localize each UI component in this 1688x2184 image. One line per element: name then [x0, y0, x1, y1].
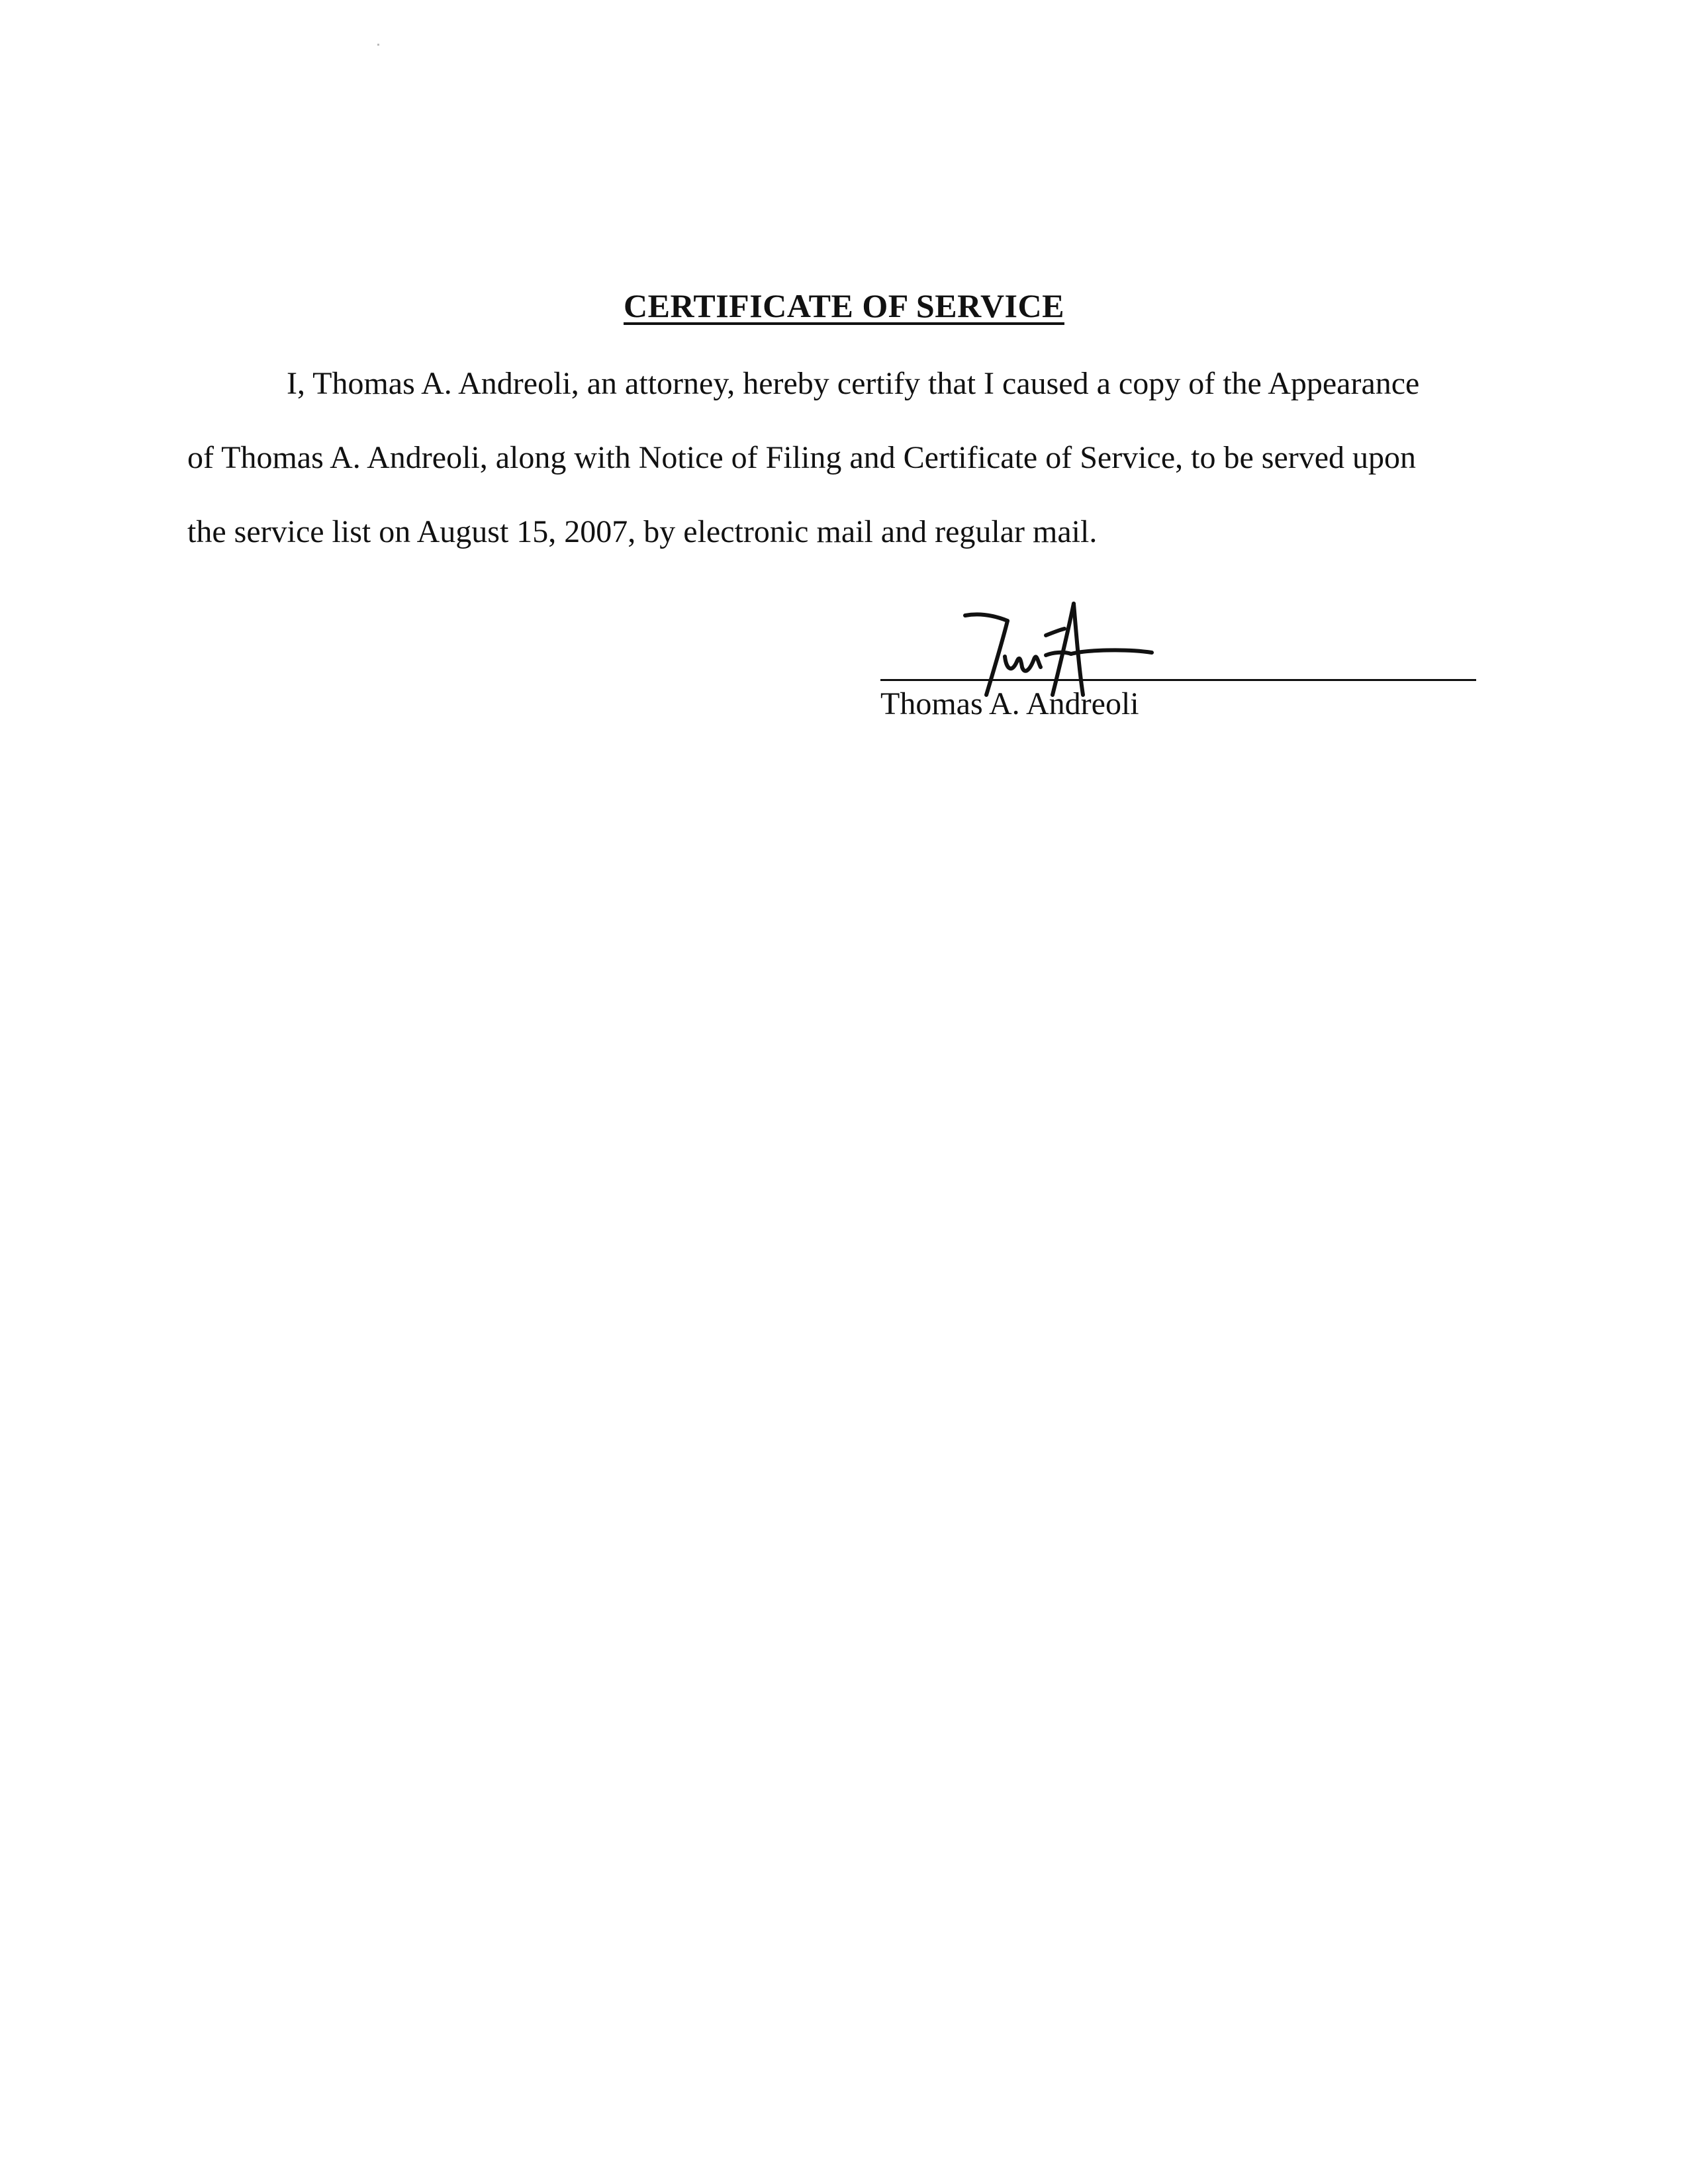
handwritten-signature	[953, 596, 1231, 715]
body-line-2: of Thomas A. Andreoli, along with Notice of Filing and Certificate of Service, to be served upon	[187, 440, 1417, 475]
document-title: CERTIFICATE OF SERVICE	[624, 287, 1064, 324]
signatory-name: Thomas A. Andreoli	[880, 686, 1139, 721]
scan-speck	[377, 44, 379, 46]
body-line-1: I, Thomas A. Andreoli, an attorney, hereby certify that I caused a copy of the Appearance	[287, 366, 1420, 401]
body-line-3: the service list on August 15, 2007, by electronic mail and regular mail.	[187, 514, 1098, 549]
